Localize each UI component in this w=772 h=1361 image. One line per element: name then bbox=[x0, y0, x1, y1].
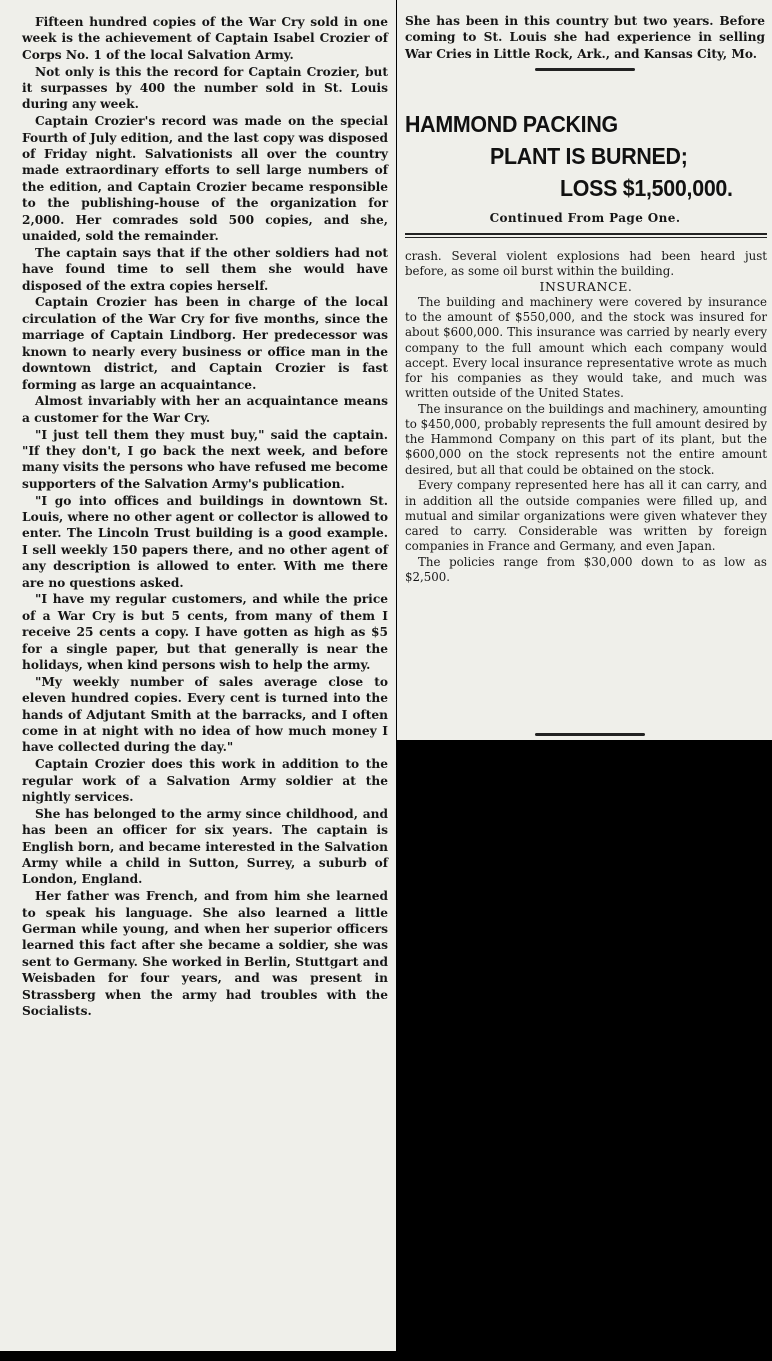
article-paragraph: The insurance on the buildings and machinery, amounting to $450,000, probably represents the full amount desired by the Hammond Company on this part of its plant, but the $600,000 on the stock represents not the entire amount desired, but all that could be obtained on the stock. bbox=[405, 401, 767, 477]
page-bottom-edge bbox=[0, 1351, 772, 1361]
insurance-subhead: INSURANCE. bbox=[539, 278, 633, 294]
article-paragraph: Captain Crozier's record was made on the special Fourth of July edition, and the last copy was disposed of Friday night. Salvationists all over the country made extraordinary efforts to sell large numbers of the edition, and Captain Crozier became responsible to the publishing-house of the organization for 2,000. Her comrades sold 500 copies, and she, unaided, sold the remainder. bbox=[22, 114, 388, 244]
salvation-army-article bbox=[22, 14, 388, 1020]
article-paragraph: Captain Crozier does this work in addition to the regular work of a Salvation Army soldier at the nightly services. bbox=[22, 757, 388, 804]
article-paragraph: The building and machinery were covered by insurance to the amount of $550,000, and the stock was insured for about $600,000. This insurance was carried by nearly every company to the full amount which each company would accept. Every local insurance representative wrote as much for his companies as they would take, and much was written outside of the United States. bbox=[405, 294, 767, 401]
headline-rule-thin bbox=[405, 237, 767, 238]
article-paragraph: Fifteen hundred copies of the War Cry sold in one week is the achievement of Captain Isabel Crozier of Corps No. 1 of the local Salvation Army. bbox=[22, 15, 388, 62]
article-opening: crash. Several violent explosions had been heard just before, as some oil burst within the building. bbox=[405, 249, 767, 279]
article-paragraph: "I just tell them they must buy," said the captain. "If they don't, I go back the next week, and before many visits the persons who have refused me become supporters of the Salvation Army's publication. bbox=[22, 427, 388, 491]
article-paragraph: "My weekly number of sales average close to eleven hundred copies. Every cent is turned into the hands of Adjutant Smith at the barracks, and I often come in at night with no idea of how much money I have collected during the day." bbox=[22, 674, 388, 755]
headline-line-2: PLANT IS BURNED; bbox=[490, 143, 688, 169]
article-paragraph: "I go into offices and buildings in downtown St. Louis, where no other agent or collector is allowed to enter. The Lincoln Trust building is a good example. I sell weekly 150 papers there, and no other agent of any description is allowed to enter. With me there are no questions asked. bbox=[22, 493, 388, 590]
headline-line-3: LOSS $1,500,000. bbox=[560, 175, 733, 201]
section-divider bbox=[535, 68, 635, 71]
continuation-paragraph: She has been in this country but two years. Before coming to St. Louis she had experience in selling War Cries in Little Rock, Ark., and Kansas City, Mo. bbox=[405, 14, 765, 61]
headline-line-1: HAMMOND PACKING bbox=[405, 111, 618, 137]
article-paragraph: Every company represented here has all it can carry, and in addition all the outside companies were filled up, and mutual and similar organizations were given whatever they cared to carry. Considerable was written by foreign companies in France and Germany, and even Japan. bbox=[405, 478, 767, 554]
article-continuation bbox=[405, 13, 765, 71]
article-paragraph: The captain says that if the other soldiers had not have found time to sell them she would have disposed of the extra copies herself. bbox=[22, 245, 388, 293]
headline-rule bbox=[405, 233, 767, 235]
article-paragraph: Almost invariably with her an acquaintance means a customer for the War Cry. bbox=[22, 394, 388, 425]
article-paragraph: Her father was French, and from him she learned to speak his language. She also learned a little German while young, and when her superior officers learned this fact after she became a soldier, she was sent to Germany. She worked in Berlin, Stuttgart and Weisbaden for four years, and was present in Strassberg when the army had troubles with the Socialists. bbox=[22, 889, 388, 1019]
hammond-fire-article bbox=[405, 249, 767, 586]
end-of-article-rule bbox=[535, 733, 645, 736]
article-paragraph: She has belonged to the army since childhood, and has been an officer for six years. The captain is English born, and became interested in the Salvation Army while a child in Sutton, Surrey, a suburb of London, England. bbox=[22, 806, 388, 887]
article-paragraph: The policies range from $30,000 down to as low as $2,500. bbox=[405, 554, 767, 585]
article-paragraph: Not only is this the record for Captain Crozier, but it surpasses by 400 the number sold in St. Louis during any week. bbox=[22, 64, 388, 112]
continued-from-note: Continued From Page One. bbox=[489, 211, 681, 225]
article-paragraph: Captain Crozier has been in charge of the local circulation of the War Cry for five months, since the marriage of Captain Lindborg. Her predecessor was known to nearly every business or office man in the downtown district, and Captain Crozier is fast forming as large an acquaintance. bbox=[22, 295, 388, 392]
article-paragraph: "I have my regular customers, and while the price of a War Cry is but 5 cents, from many of them I receive 25 cents a copy. I have gotten as high as $5 for a single paper, but that generally is near the holidays, when kind persons wish to help the army. bbox=[22, 592, 388, 672]
